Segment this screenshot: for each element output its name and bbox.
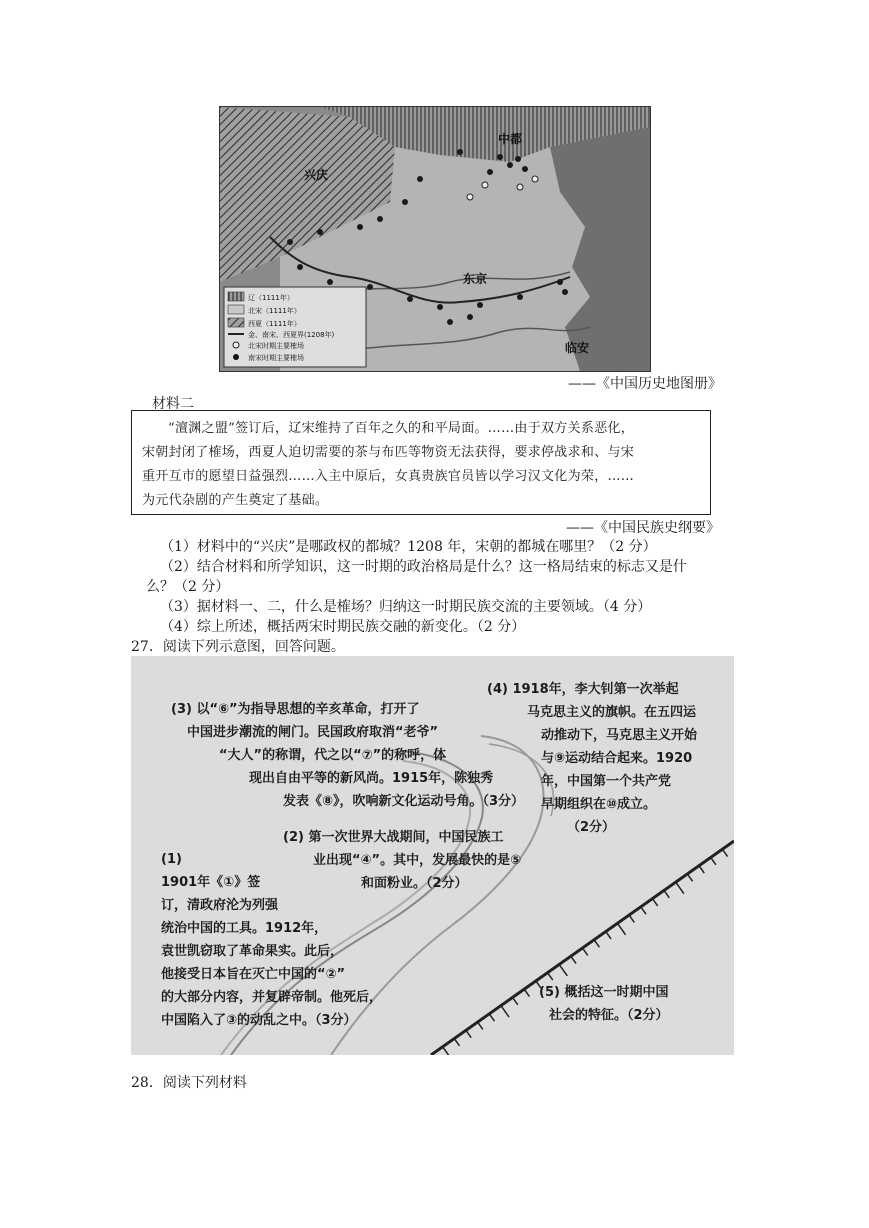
ruler-tick [466, 1030, 471, 1037]
question-4: （4）综上所述，概括两宋时期民族交融的新变化。（2 分） [160, 619, 526, 635]
question-1: （1）材料中的“兴庆”是哪政权的都城？1208 年，宋朝的都城在哪里？（2 分） [160, 539, 657, 555]
box-5: (5) 概括这一时期中国 社会的特征。（2分） [539, 985, 669, 1023]
legend-nansong-market: 南宋时期主要榷场 [248, 354, 304, 362]
label-dongjing: 东京 [463, 272, 488, 286]
ruler-tick [489, 1014, 494, 1021]
material2-line: “澶渊之盟”签订后，辽宋维持了百年之久的和平局面。……由于双方关系恶化， [168, 421, 635, 436]
ruler-tick [478, 1022, 483, 1029]
legend-boundary: 金、南宋、西夏界(1208年) [248, 331, 335, 339]
box-2: (2) 第一次世界大战期间，中国民族工 业出现“④”。其中，发展最快的是⑤ 和面粉业。（2分） [283, 830, 522, 891]
ruler-tick [606, 932, 611, 939]
label-linan: 临安 [565, 341, 590, 355]
material2-source: ——《中国民族史纲要》 [566, 520, 720, 536]
question-27-title: 27．阅读下列示意图，回答问题。 [131, 639, 345, 655]
material2-box [131, 410, 711, 515]
map-graphic [220, 107, 650, 371]
legend-xixia: 西夏（1111年） [248, 320, 301, 328]
ruler-tick [548, 973, 553, 980]
ruler-tick [722, 849, 727, 856]
ruler-tick [652, 899, 657, 906]
legend-beisong-market: 北宋时期主要榷场 [248, 342, 304, 350]
ruler-tick [629, 915, 634, 922]
ruler-tick [699, 866, 704, 873]
material2-heading: 材料二 [152, 396, 194, 412]
ruler-tick [617, 923, 625, 934]
ruler-tick [583, 948, 588, 955]
question-2-cont: 么？（2 分） [146, 579, 230, 595]
timeline-diagram [131, 656, 734, 1055]
box-1: (1) 1901年《①》签 订，清政府沦为列强 统治中国的工具。1912年， 袁世凯窃取了革命果实。此后， 他接受日本旨在灭亡中国的“②” 的大部分内容，并复辟帝制。他死后， 中国陷入了③的动乱之中。（3分） [161, 852, 383, 1028]
question-3: （3）据材料一、二，什么是榷场？归纳这一时期民族交流的主要领域。（4 分） [160, 599, 652, 615]
box-4: (4) 1918年，李大钊第一次举起 马克思主义的旗帜。在五四运 动推动下，马克思主义开始 与⑨运动结合起来。1920 年，中国第一个共产党 早期组织在⑩成立。 （2分） [487, 682, 698, 835]
ruler-tick [559, 964, 567, 975]
label-xingqing: 兴庆 [304, 168, 329, 182]
question-2: （2）结合材料和所学知识，这一时期的政治格局是什么？这一格局结束的标志又是什 [160, 559, 687, 575]
map-source: ——《中国历史地图册》 [568, 376, 722, 392]
ruler-tick [687, 874, 692, 881]
ruler-tick [443, 1047, 451, 1055]
material2-line: 为元代杂剧的产生奠定了基础。 [142, 493, 329, 508]
ruler-tick [454, 1039, 459, 1046]
legend-beisong: 北宋（1111年） [248, 307, 301, 315]
material2-line: 宋朝封闭了榷场，西夏人迫切需要的茶与布匹等物资无法获得，要求停战求和、与宋 [142, 445, 635, 460]
ruler-tick [524, 989, 529, 996]
history-map [219, 106, 651, 372]
legend-liao: 辽（1111年） [248, 294, 294, 302]
ruler-tick [571, 956, 576, 963]
ruler-tick [676, 882, 684, 893]
question-28-title: 28．阅读下列材料 [131, 1075, 247, 1091]
ruler-tick [711, 857, 716, 864]
label-zhongdu: 中都 [498, 132, 523, 146]
ruler-tick [513, 997, 518, 1004]
ruler-tick [641, 907, 646, 914]
material2-line: 重开互市的愿望日益强烈……入主中原后，女真贵族官员皆以学习汉文化为荣，…… [142, 469, 635, 484]
box-3: (3) 以“⑥”为指导思想的辛亥革命，打开了 中国进步潮流的闸门。民国政府取消“老爷” “大人”的称谓，代之以“⑦”的称呼，体 现出自由平等的新风尚。1915年，陈独秀 发表《⑧》，吹响新文化运动号角。（3分） [171, 702, 525, 809]
ruler-tick [594, 940, 599, 947]
ruler-tick [501, 1006, 509, 1017]
ruler-tick [664, 890, 669, 897]
